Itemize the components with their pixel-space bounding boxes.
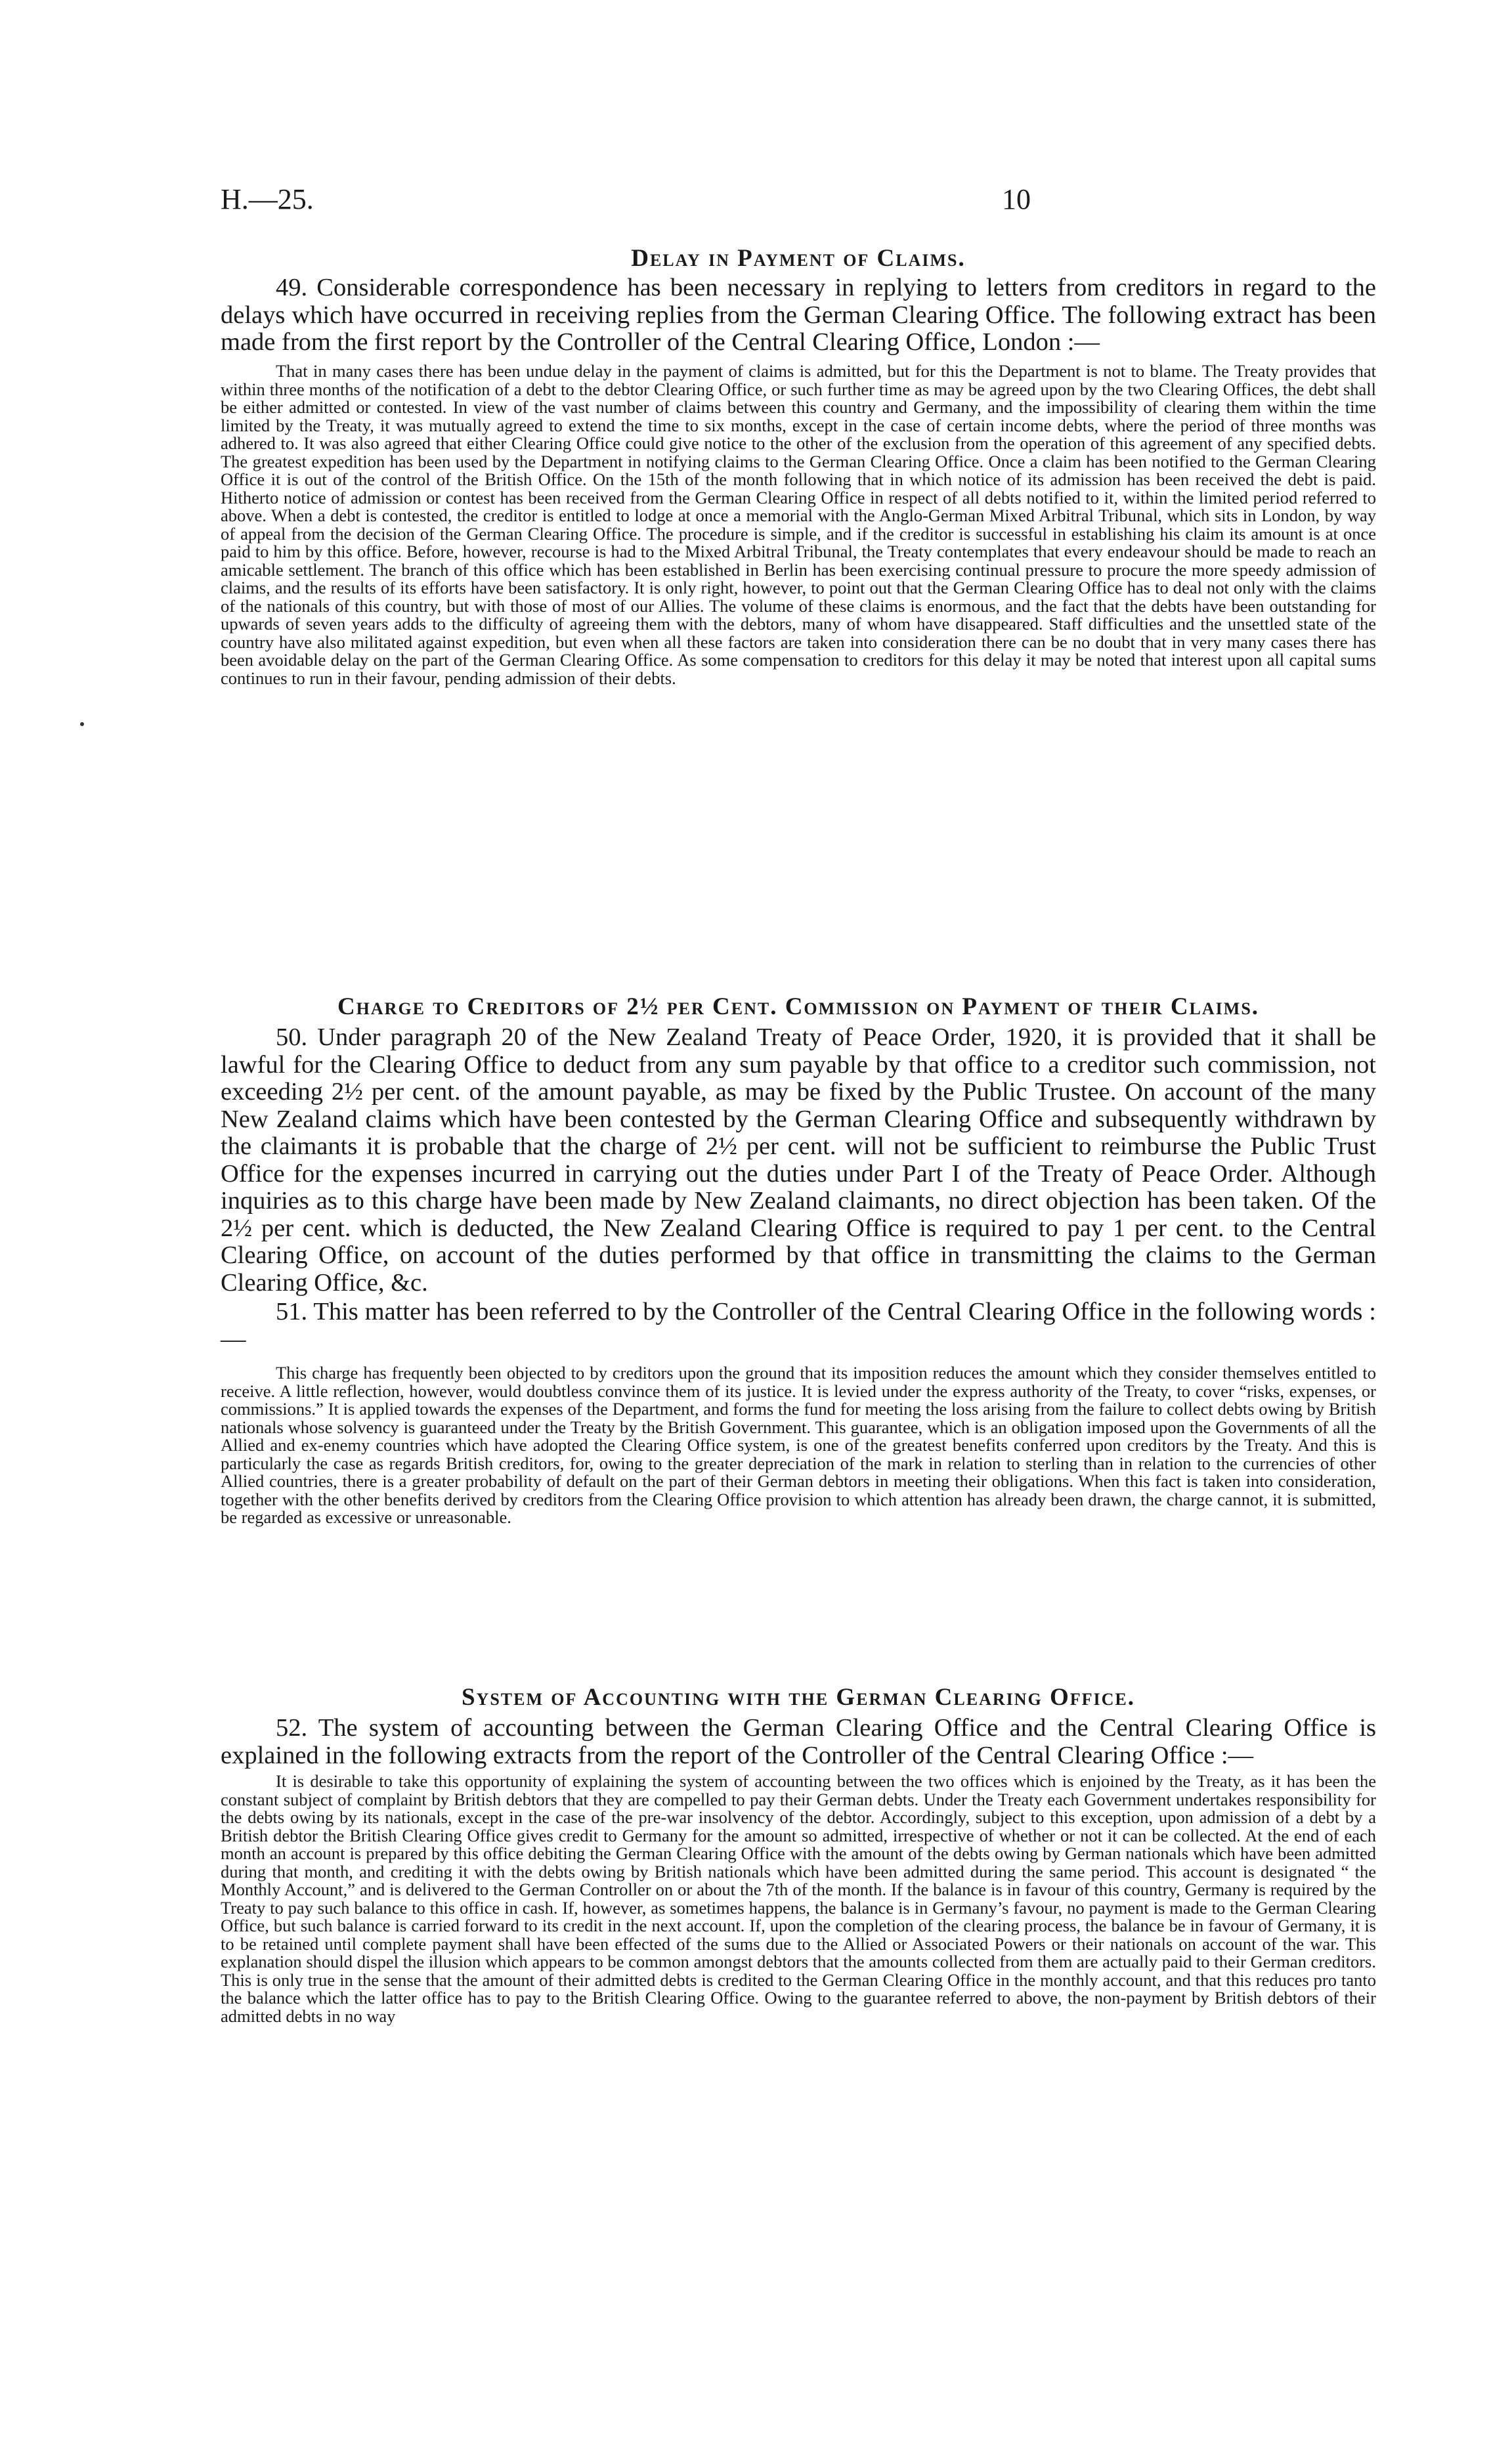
paragraph-49: 49. Considerable correspondence has been necessary in replying to letters from creditors in regard to the delays which have occurred in receiving replies from the German Clearing Office. The following extract has been made from the first report by the Controller of the Central Clearing Office, London :— [221,274,1376,356]
page-header [221,183,1376,222]
quote-51: This charge has frequently been objected to by creditors upon the ground that its imposition reduces the amount which they consider themselves entitled to receive. A little reflection, however, would doubtless convince them of its justice. It is levied under the express authority of the Treaty, to cover “risks, expenses, or commissions.” It is applied towards the expenses of the Department, and forms the fund for meeting the loss arising from the failure to collect debts owing by British nationals whose solvency is guaranteed under the Treaty by the British Government. This guarantee, which is an obligation imposed upon the Governments of all the Allied and ex-enemy countries which have adopted the Clearing Office system, is one of the greatest benefits conferred upon creditors by the Treaty. And this is particularly the case as regards British creditors, for, owing to the greater depreciation of the mark in relation to sterling than in relation to the currencies of other Allied countries, there is a greater probability of default on the part of their German debtors in meeting their obligations. When this fact is taken into consideration, together with the other benefits derived by creditors from the Clearing Office provision to which attention has already been drawn, the charge cannot, it is submitted, be regarded as excessive or unreasonable. [221,1363,1376,1527]
section-heading-accounting: System of Accounting with the German Clearing Office. [461,1684,1136,1711]
paragraph-50: 50. Under paragraph 20 of the New Zealand Treaty of Peace Order, 1920, it is provided that it shall be lawful for the Clearing Office to deduct from any sum payable by that office to a creditor such commission, not exceeding 2½ per cent. of the amount payable, as may be fixed by the Public Trustee. On account of the many New Zealand claims which have been contested by the German Clearing Office and subsequently withdrawn by the claimants it is probable that the charge of 2½ per cent. will not be sufficient to reimburse the Public Trust Office for the expenses incurred in carrying out the duties under Part I of the Treaty of Peace Order. Although inquiries as to this charge have been made by New Zealand claimants, no direct objection has been taken. Of the 2½ per cent. which is deducted, the New Zealand Clearing Office is required to pay 1 per cent. to the Central Clearing Office, on account of the duties performed by that office in transmitting the claims to the German Clearing Office, &c. [221,1023,1376,1297]
section-heading-delay: Delay in Payment of Claims. [631,245,966,272]
document-reference: H.—25. [221,183,314,215]
quote-52: It is desirable to take this opportunity of explaining the system of accounting between the two offices which is enjoined by the Treaty, as it has been the constant subject of complaint by British debtors that they are compelled to pay their German debts. Under the Treaty each Government undertakes responsibility for the debts owing by its nationals, except in the case of the pre-war insolvency of the debtor. Accordingly, subject to this exception, upon admission of a debt by a British debtor the British Clearing Office gives credit to Germany for the amount so admitted, irrespective of whether or not it can be collected. At the end of each month an account is prepared by this office debiting the German Clearing Office with the amount of the debts owing by German nationals which have been admitted during that month, and crediting it with the debts owing by British nationals which have been admitted during the same period. This account is designated “ the Monthly Account,” and is delivered to the German Controller on or about the 7th of the month. If the balance is in favour of this country, Germany is required by the Treaty to pay such balance to this office in cash. If, however, as sometimes happens, the balance is in Germany’s favour, no payment is made to the German Clearing Office, but such balance is carried forward to its credit in the next account. If, upon the completion of the clearing process, the balance be in favour of Germany, it is to be retained until complete payment shall have been effected of the sums due to the Allied or Associated Powers or their nationals on account of the war. This explanation should dispel the illusion which appears to be common amongst debtors that the amounts collected from them are actually paid to their German creditors. This is only true in the sense that the amount of their admitted debts is credited to the German Clearing Office in the monthly account, and that this reduces pro tanto the balance which the latter office has to pay to the British Clearing Office. Owing to the guarantee referred to above, the non-payment by British debtors of their admitted debts in no way [221,1771,1376,2026]
stray-mark [80,722,84,726]
section-heading-commission: Charge to Creditors of 2½ per Cent. Commission on Payment of their Claims. [337,993,1260,1020]
paragraph-51: 51. This matter has been referred to by the Controller of the Central Clearing Office in the following words :— [221,1298,1376,1353]
quote-49: That in many cases there has been undue delay in the payment of claims is admitted, but for this the Department is not to blame. The Treaty provides that within three months of the notification of a debt to the debtor Clearing Office, or such further time as may be agreed upon by the two Clearing Offices, the debt shall be either admitted or contested. In view of the vast number of claims between this country and Germany, and the impossibility of clearing them within the time limited by the Treaty, it was mutually agreed to extend the time to six months, except in the case of certain income debts, where the period of three months was adhered to. It was also agreed that either Clearing Office could give notice to the other of the exclusion from the operation of this agreement of any specified debts. The greatest expedition has been used by the Department in notifying claims to the German Clearing Office. Once a claim has been notified to the German Clearing Office it is out of the control of the British Office. On the 15th of the month following that in which notice of its admission has been received the debt is paid. Hitherto notice of admission or contest has been received from the German Clearing Office in respect of all debts notified to it, within the limited period referred to above. When a debt is contested, the creditor is entitled to lodge at once a memorial with the Anglo-German Mixed Arbitral Tribunal, which sits in London, by way of appeal from the decision of the German Clearing Office. The procedure is simple, and if the creditor is successful in establishing his claim its amount is at once paid to him by this office. Before, however, recourse is had to the Mixed Arbitral Tribunal, the Treaty contemplates that every endeavour should be made to reach an amicable settlement. The branch of this office which has been established in Berlin has been exercising continual pressure to procure the more speedy admission of claims, and the results of its efforts have been satisfactory. It is only right, however, to point out that the German Clearing Office has to deal not only with the claims of the nationals of this country, but with those of most of our Allies. The volume of these claims is enormous, and the fact that the debts have been outstanding for upwards of seven years adds to the difficulty of agreeing them with the debtors, many of whom have disappeared. Staff difficulties and the unsettled state of the country have also militated against expedition, but even when all these factors are taken into consideration there can be no doubt that in very many cases there has been avoidable delay on the part of the German Clearing Office. As some compensation to creditors for this delay it may be noted that interest upon all capital sums continues to run in their favour, pending admission of their debts. [221,361,1376,688]
page-number: 10 [1002,183,1031,215]
paragraph-52: 52. The system of accounting between the German Clearing Office and the Central Clearing Office is explained in the following extracts from the report of the Controller of the Central Clearing Office :— [221,1714,1376,1769]
